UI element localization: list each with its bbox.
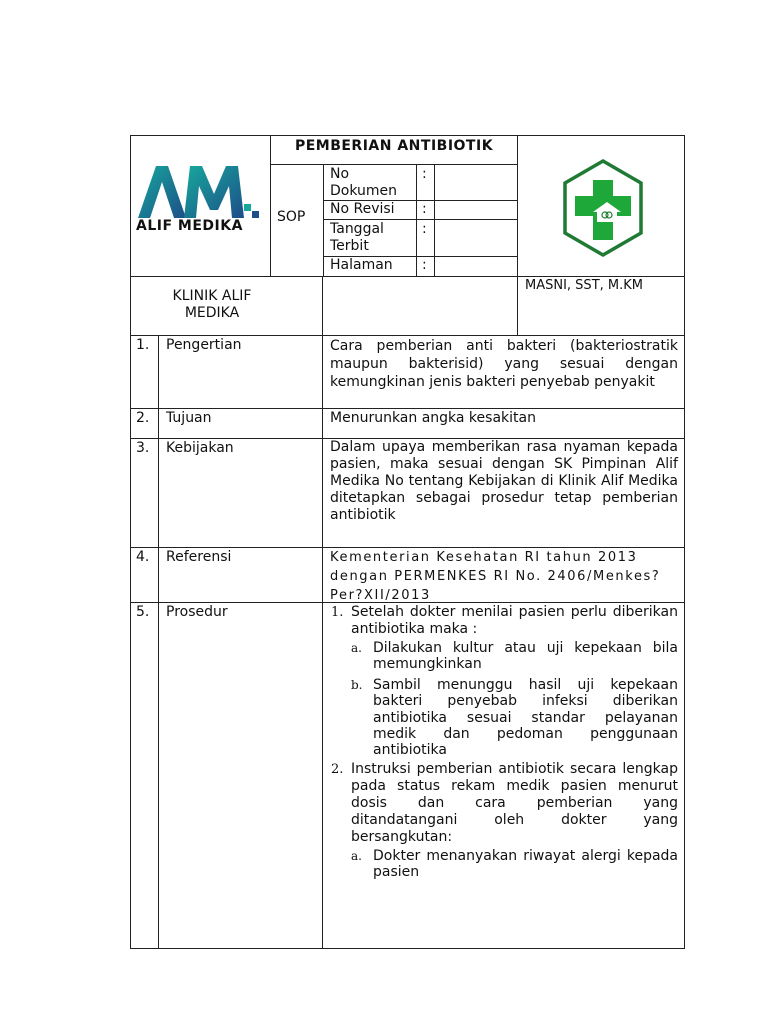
section-text-pengertian: Cara pemberian anti bakteri (bakteriostratik maupun bakterisid) yang sesuai dengan kemungkinan jenis bakteri penyebab penyakit xyxy=(330,338,678,390)
meta-label-no-revisi: No Revisi xyxy=(330,201,395,217)
procedure-step-text: Instruksi pemberian antibiotik secara lengkap pada status rekam medik pasien menurut dosis dan cara pemberian yang ditandatangani oleh dokter yang bersangkutan: xyxy=(351,760,678,845)
substep-text: Dilakukan kultur atau uji kepekaan bila memungkinkan xyxy=(373,640,678,673)
meta-sep-no-dokumen: : xyxy=(422,166,427,182)
substep-text: Sambil menunggu hasil uji kepekaan bakteri penyebab infeksi diberikan antibiotika sesuai standar pelayanan medik dan pedoman penggunaan antibiotika xyxy=(373,676,678,759)
section-text-kebijakan: Dalam upaya memberikan rasa nyaman kepada pasien, maka sesuai dengan SK Pimpinan Alif Medika No tentang Kebijakan di Klinik Alif Medika ditetapkan sebagai prosedur tetap pemberian antibiotik xyxy=(330,439,678,523)
section-label-pengertian: Pengertian xyxy=(166,337,242,353)
meta-label-no-dokumen: No Dokumen xyxy=(330,166,398,199)
meta-sep-halaman: : xyxy=(422,257,427,273)
puskesmas-cross-logo xyxy=(561,158,645,258)
sop-label: SOP xyxy=(277,209,306,225)
procedure-step-2 xyxy=(331,761,678,881)
cross-hexagon-icon xyxy=(561,158,645,258)
procedure-substep-2a xyxy=(351,848,678,881)
procedure-step-number: 1. xyxy=(331,605,344,620)
section-label-kebijakan: Kebijakan xyxy=(166,440,234,456)
section-text-referensi: Kementerian Kesehatan RI tahun 2013 dengan PERMENKES RI No. 2406/Menkes?Per?XII/2013 xyxy=(330,550,661,603)
logo-brand-text: ALIF MEDIKA xyxy=(136,218,243,234)
section-label-prosedur: Prosedur xyxy=(166,604,228,620)
section-label-tujuan: Tujuan xyxy=(166,410,212,426)
section-number-4: 4. xyxy=(136,549,150,565)
meta-label-halaman: Halaman xyxy=(330,257,393,273)
section-number-3: 3. xyxy=(136,440,150,456)
document-title: PEMBERIAN ANTIBIOTIK xyxy=(294,138,494,154)
clinic-name: KLINIK ALIF MEDIKA xyxy=(172,288,252,321)
section-number-1: 1. xyxy=(136,337,150,353)
alif-medika-logo xyxy=(134,160,268,240)
section-number-5: 5. xyxy=(136,604,150,620)
section-text-tujuan: Menurunkan angka kesakitan xyxy=(330,410,536,426)
procedure-step-1 xyxy=(331,604,678,759)
signatory-name: MASNI, SST, M.KM xyxy=(525,278,643,293)
meta-sep-tanggal-terbit: : xyxy=(422,221,427,237)
meta-label-tanggal-terbit: Tanggal Terbit xyxy=(330,221,384,254)
substep-letter: a. xyxy=(351,641,362,655)
procedure-step-number: 2. xyxy=(331,761,344,777)
procedure-substep-1b xyxy=(351,677,678,759)
meta-sep-no-revisi: : xyxy=(422,201,427,217)
section-number-2: 2. xyxy=(136,410,150,426)
procedure-list xyxy=(331,604,678,881)
substep-letter: a. xyxy=(351,848,362,863)
substep-text: Dokter menanyakan riwayat alergi kepada pasien xyxy=(373,847,678,881)
substep-letter: b. xyxy=(351,677,363,692)
procedure-step-text: Setelah dokter menilai pasien perlu diberikan antibiotika maka : xyxy=(351,604,678,637)
procedure-substep-1a xyxy=(351,640,678,673)
section-label-referensi: Referensi xyxy=(166,549,232,565)
